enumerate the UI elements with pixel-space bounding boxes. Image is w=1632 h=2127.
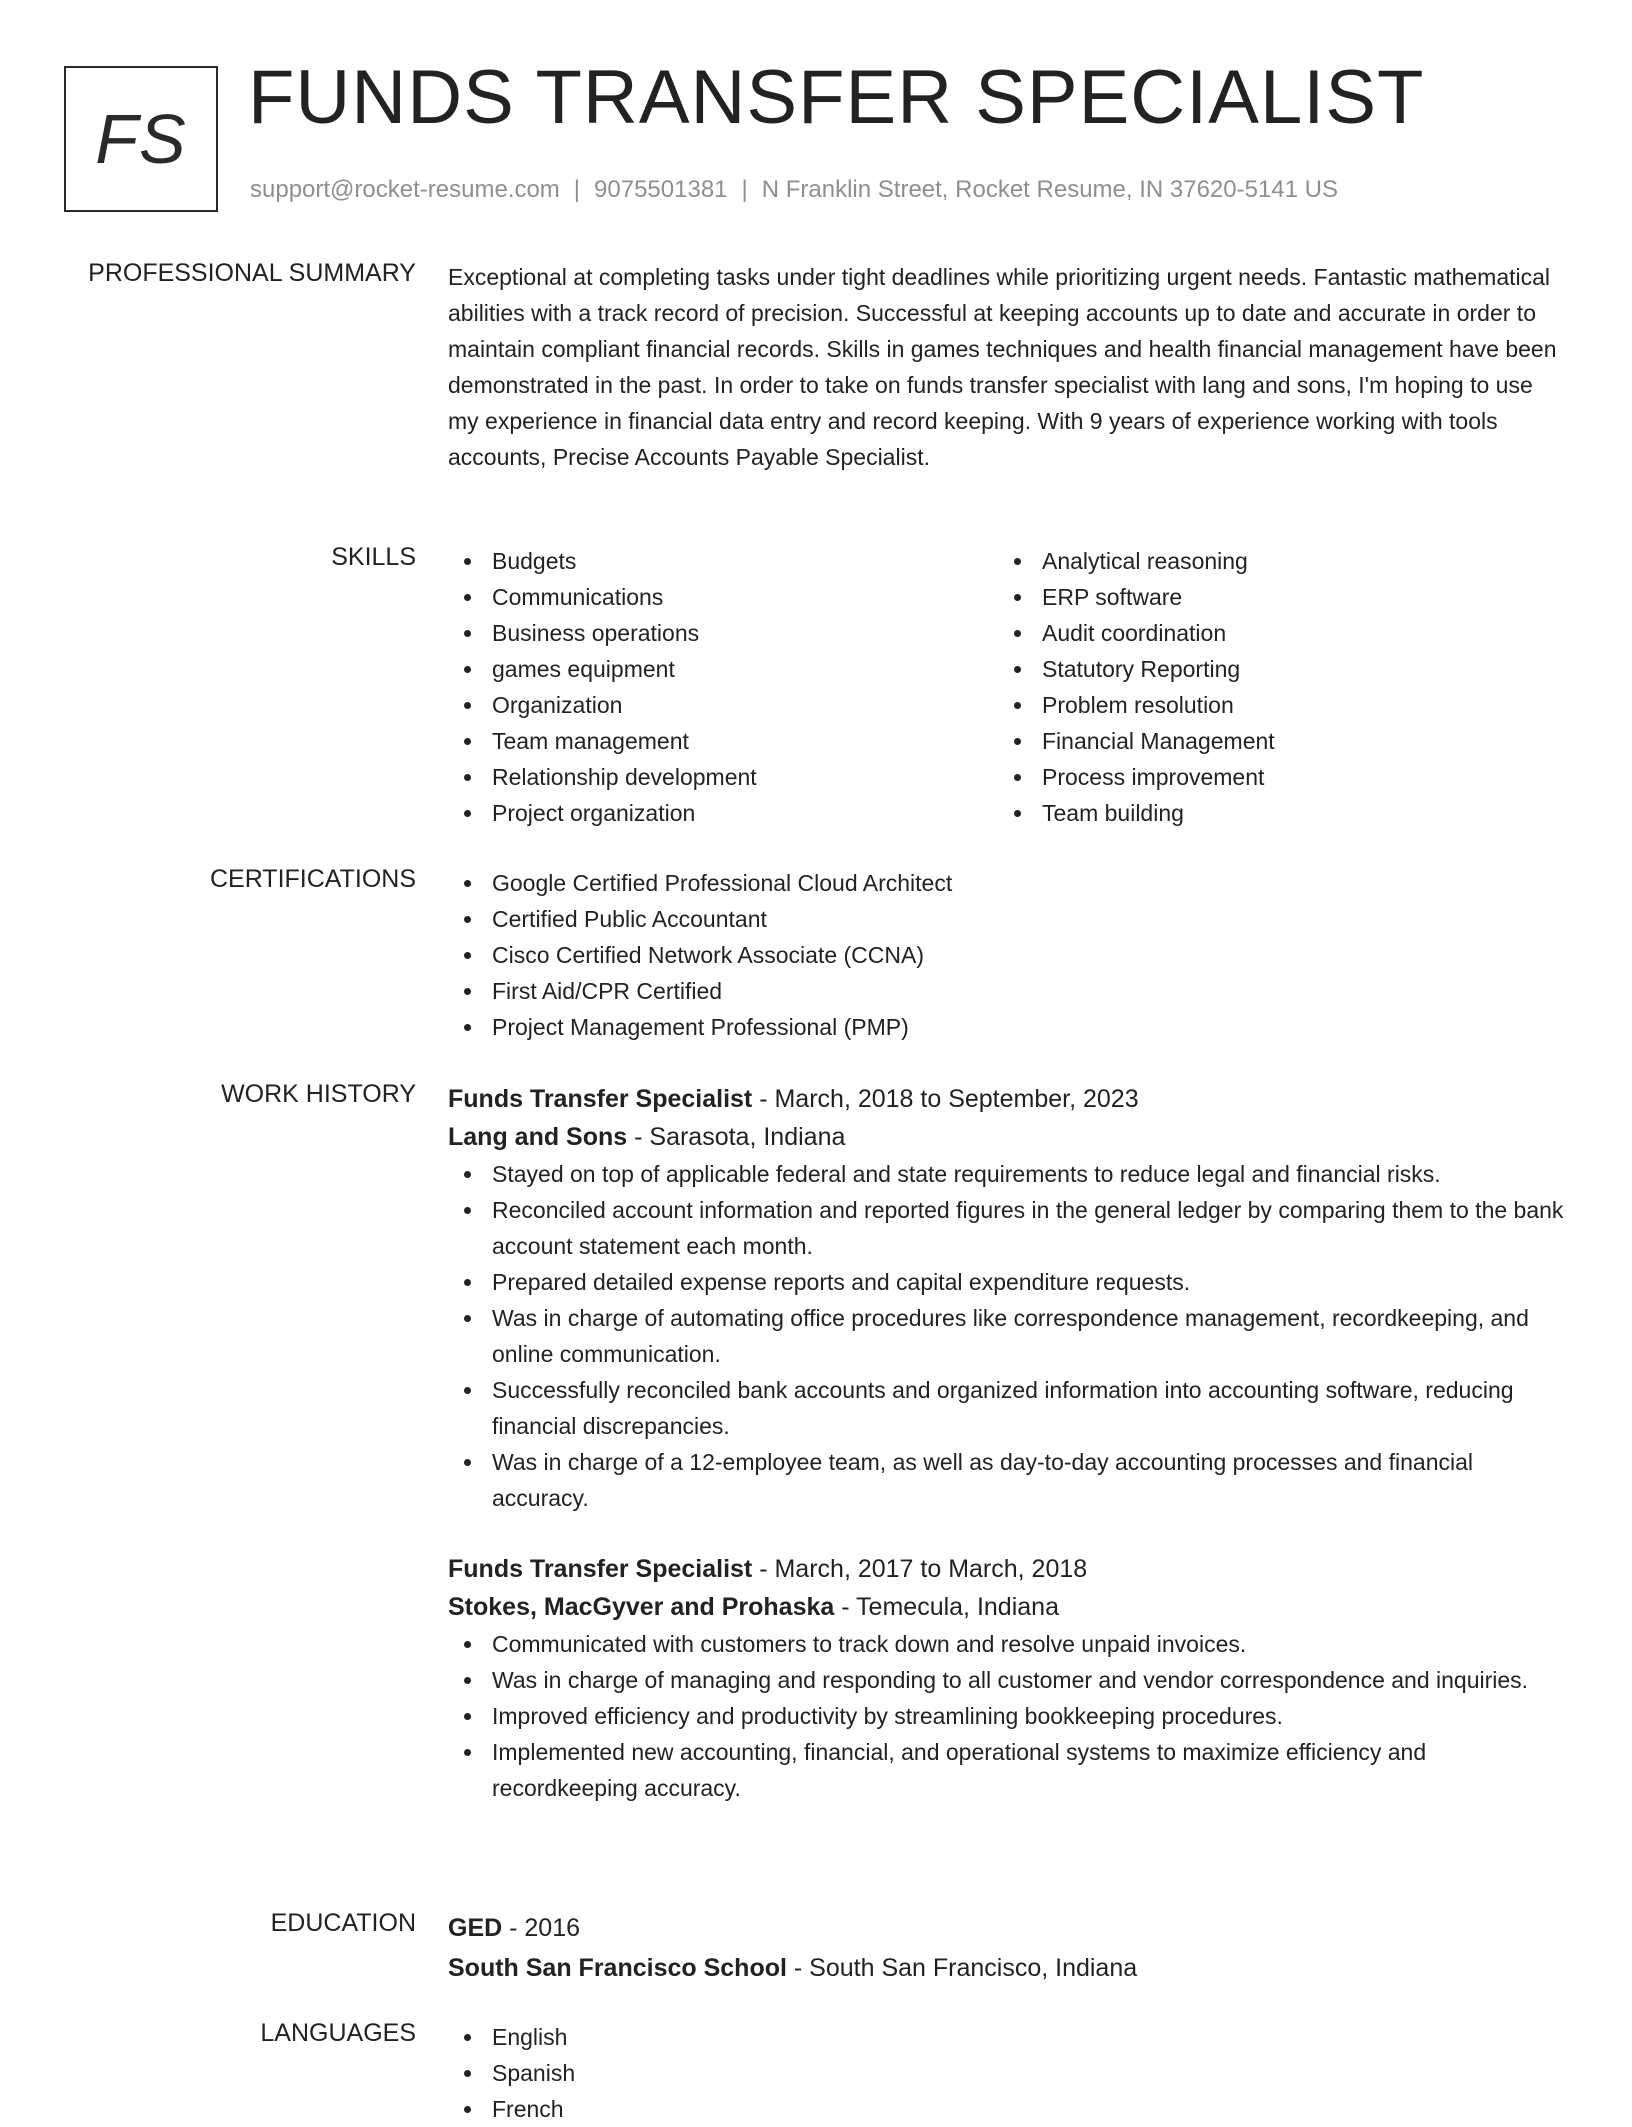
skill-item: Relationship development (448, 759, 998, 795)
job-entry (448, 1550, 1568, 1806)
job-company-line (448, 1118, 1568, 1156)
certification-item: First Aid/CPR Certified (448, 973, 1568, 1009)
certification-item: Project Management Professional (PMP) (448, 1009, 1568, 1045)
language-item: Spanish (448, 2055, 1568, 2091)
job-duty-item: Stayed on top of applicable federal and state requirements to reduce legal and financial risks. (448, 1156, 1568, 1192)
education-body (448, 1909, 1568, 1987)
language-item: English (448, 2019, 1568, 2055)
job-company-line (448, 1588, 1568, 1626)
certification-item: Google Certified Professional Cloud Architect (448, 865, 1568, 901)
section-label-summary: PROFESSIONAL SUMMARY (88, 259, 416, 287)
skill-item: Problem resolution (998, 687, 1548, 723)
job-duty-item: Was in charge of a 12-employee team, as well as day-to-day accounting processes and financial accuracy. (448, 1444, 1568, 1516)
job-title-line (448, 1080, 1568, 1118)
job-duty-item: Was in charge of managing and responding to all customer and vendor correspondence and inquiries. (448, 1662, 1568, 1698)
monogram-box (64, 66, 218, 212)
monogram-initials: FS (95, 100, 187, 178)
contact-separator: | (573, 176, 581, 203)
job-duty-item: Prepared detailed expense reports and capital expenditure requests. (448, 1264, 1568, 1300)
certifications-body (448, 865, 1568, 1045)
skill-item: Analytical reasoning (998, 543, 1548, 579)
skills-list-left (448, 543, 998, 831)
job-entry (448, 1080, 1568, 1516)
skill-item: Statutory Reporting (998, 651, 1548, 687)
job-duty-item: Improved efficiency and productivity by streamlining bookkeeping procedures. (448, 1698, 1568, 1734)
job-title: Funds Transfer Specialist (448, 1085, 753, 1113)
skill-item: Project organization (448, 795, 998, 831)
work-history-body (448, 1080, 1568, 1806)
job-duty-item: Was in charge of automating office procedures like correspondence management, recordkeeping, and online communication. (448, 1300, 1568, 1372)
job-company: Lang and Sons (448, 1123, 628, 1151)
certification-item: Cisco Certified Network Associate (CCNA) (448, 937, 1568, 973)
certification-item: Certified Public Accountant (448, 901, 1568, 937)
summary-text: Exceptional at completing tasks under tight deadlines while prioritizing urgent needs. Fantastic mathematical abilities with a track record of precision. Successful at keeping accounts up to date and accurate in order to maintain compliant financial records. Skills in games techniques and health financial management have been demonstrated in the past. In order to take on funds transfer specialist with lang and sons, I'm hoping to use my experience in financial data entry and record keeping. With 9 years of experience working with tools accounts, Precise Accounts Payable Specialist. (448, 264, 1557, 470)
job-location: - Temecula, Indiana (834, 1593, 1059, 1621)
education-year: - 2016 (502, 1914, 581, 1942)
skill-item: Audit coordination (998, 615, 1548, 651)
skill-item: Team building (998, 795, 1548, 831)
skill-item: games equipment (448, 651, 998, 687)
section-label-languages: LANGUAGES (260, 2019, 416, 2047)
skill-item: Organization (448, 687, 998, 723)
contact-address: N Franklin Street, Rocket Resume, IN 37620-5141 US (761, 176, 1339, 203)
summary-body (448, 259, 1568, 475)
education-school: South San Francisco School (448, 1954, 787, 1982)
education-location: - South San Francisco, Indiana (786, 1954, 1138, 1982)
job-title-line (448, 1550, 1568, 1588)
contact-separator: | (741, 176, 748, 203)
skill-item: Process improvement (998, 759, 1548, 795)
skill-item: Communications (448, 579, 998, 615)
skills-list-right (998, 543, 1548, 831)
job-location: - Sarasota, Indiana (627, 1123, 846, 1151)
skill-item: ERP software (998, 579, 1548, 615)
job-duties-list (448, 1156, 1568, 1516)
section-label-work-history: WORK HISTORY (221, 1080, 416, 1108)
job-duties-list (448, 1626, 1568, 1806)
job-duty-item: Reconciled account information and reported figures in the general ledger by comparing them to the bank account statement each month. (448, 1192, 1568, 1264)
certifications-list (448, 865, 1568, 1045)
job-duty-item: Implemented new accounting, financial, and operational systems to maximize efficiency and recordkeeping accuracy. (448, 1734, 1568, 1806)
languages-body (448, 2019, 1568, 2127)
job-duty-item: Successfully reconciled bank accounts and organized information into accounting software, reducing financial discrepancies. (448, 1372, 1568, 1444)
job-duty-item: Communicated with customers to track down and resolve unpaid invoices. (448, 1626, 1568, 1662)
education-school-line (448, 1949, 1568, 1987)
contact-phone: 9075501381 (594, 176, 728, 203)
section-label-education: EDUCATION (270, 1909, 416, 1937)
skills-body (448, 543, 1568, 831)
contact-line (250, 176, 1338, 204)
skill-item: Budgets (448, 543, 998, 579)
job-dates: - March, 2017 to March, 2018 (752, 1555, 1088, 1583)
skill-item: Financial Management (998, 723, 1548, 759)
candidate-title: FUNDS TRANSFER SPECIALIST (248, 55, 1425, 140)
skill-item: Business operations (448, 615, 998, 651)
education-degree: GED (448, 1914, 503, 1942)
section-label-certifications: CERTIFICATIONS (209, 865, 416, 893)
languages-list (448, 2019, 1568, 2127)
section-label-skills: SKILLS (331, 543, 416, 571)
language-item: French (448, 2091, 1568, 2127)
contact-email: support@rocket-resume.com (250, 176, 560, 203)
job-company: Stokes, MacGyver and Prohaska (448, 1593, 835, 1621)
job-dates: - March, 2018 to September, 2023 (752, 1085, 1139, 1113)
education-degree-line (448, 1909, 1568, 1947)
skill-item: Team management (448, 723, 998, 759)
job-title: Funds Transfer Specialist (448, 1555, 753, 1583)
